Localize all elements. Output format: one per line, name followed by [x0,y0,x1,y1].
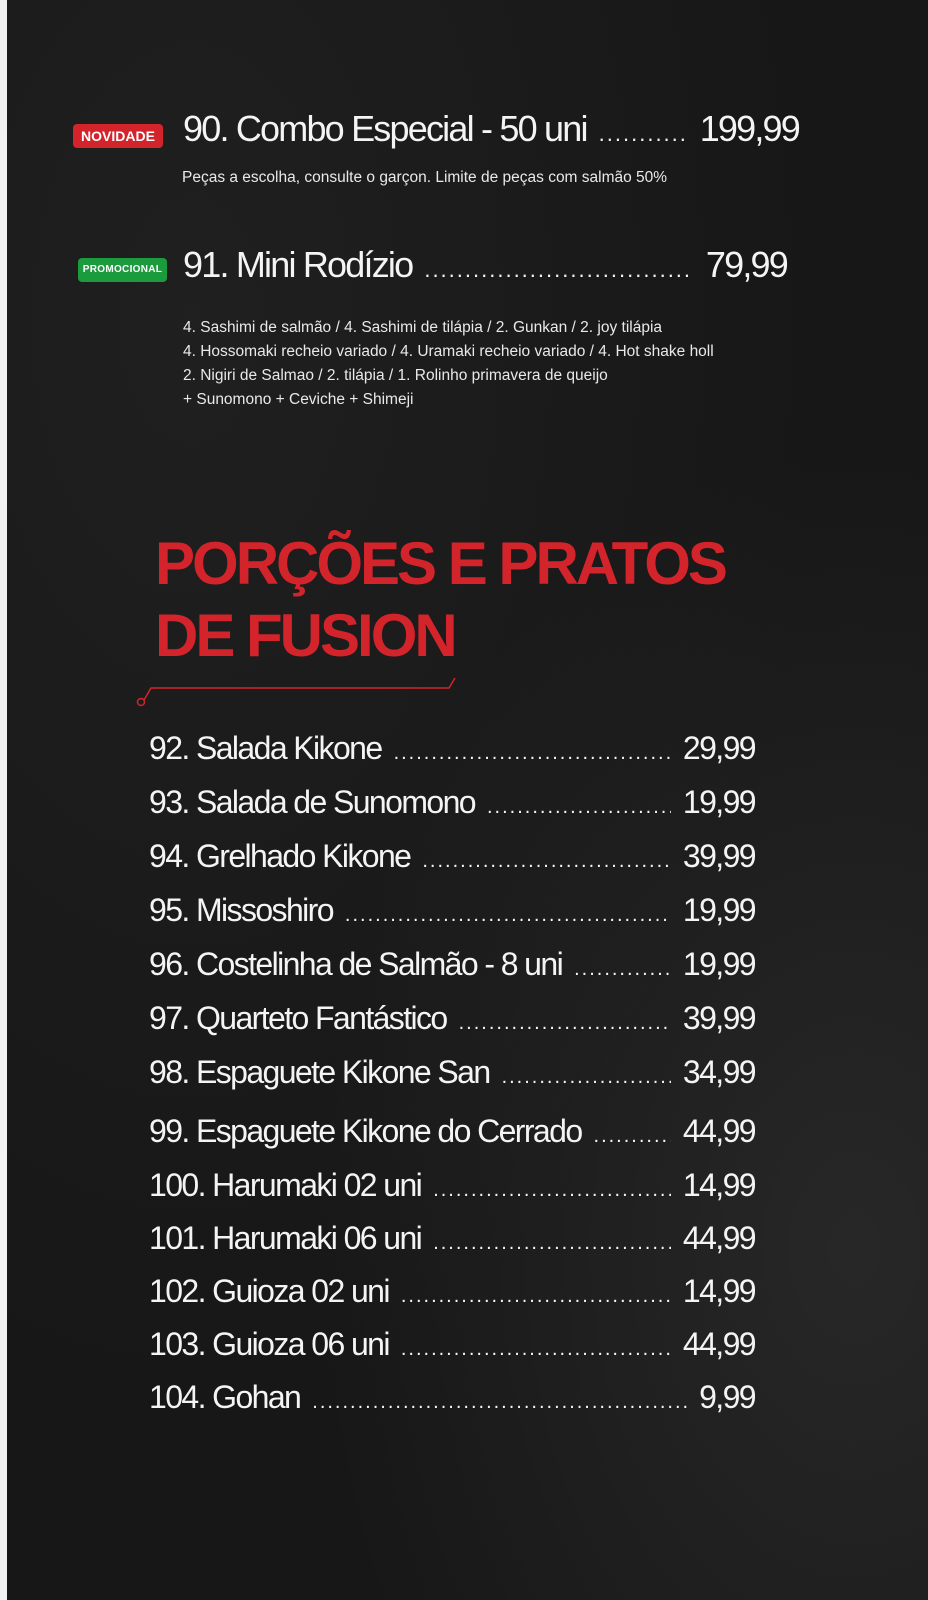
menu-item [149,1326,755,1363]
item-name: 93. Salada de Sunomono [149,784,475,820]
leader-dots [401,1285,671,1308]
item-description-line: + Sunomono + Ceviche + Shimeji [183,391,414,408]
item-name: 97. Quarteto Fantástico [149,1000,447,1036]
item-description-line: 4. Hossomaki recheio variado / 4. Uramaki recheio variado / 4. Hot shake holl [183,343,714,360]
item-price: 39,99 [682,1000,755,1036]
menu-item [149,1273,755,1310]
leader-dots [424,257,694,283]
menu-item [149,1054,755,1091]
leader-dots [594,1125,671,1148]
menu-item [149,1000,755,1037]
item-price: 14,99 [682,1273,755,1309]
item-name: 96. Costelinha de Salmão - 8 uni [149,946,563,982]
menu-item [149,946,755,983]
item-name: 102. Guioza 02 uni [149,1273,389,1309]
item-price: 34,99 [682,1054,755,1090]
item-price: 14,99 [682,1167,755,1203]
item-description: Peças a escolha, consulte o garçon. Limite de peças com salmão 50% [182,169,668,186]
item-price: 79,99 [705,244,787,285]
item-name: 99. Espaguete Kikone do Cerrado [149,1113,582,1149]
leader-dots [433,1232,671,1255]
menu-item [149,1379,755,1416]
item-name: 92. Salada Kikone [149,730,382,766]
leader-dots [312,1391,687,1414]
item-name: 91. Mini Rodízio [183,244,413,285]
leader-dots [422,850,671,873]
item-name: 94. Grelhado Kikone [149,838,411,874]
leader-dots [599,121,688,147]
item-price: 19,99 [682,784,755,820]
menu-item [149,784,755,821]
promocional-badge: PROMOCIONAL [78,258,167,282]
leader-dots [401,1338,671,1361]
item-price: 199,99 [699,108,799,149]
item-name: 95. Missoshiro [149,892,333,928]
item-price: 19,99 [682,892,755,928]
item-name: 103. Guioza 06 uni [149,1326,389,1362]
item-name: 90. Combo Especial - 50 uni [183,108,587,149]
menu-item [149,1113,755,1150]
leader-dots [433,1179,671,1202]
section-title-line2: DE FUSION [155,602,455,669]
novidade-badge: NOVIDADE [73,124,163,148]
item-description-line: 4. Sashimi de salmão / 4. Sashimi de tilápia / 2. Gunkan / 2. joy tilápia [183,319,663,336]
item-name: 100. Harumaki 02 uni [149,1167,422,1203]
item-name: 101. Harumaki 06 uni [149,1220,422,1256]
section-title-line1: PORÇÕES E PRATOS [155,530,725,597]
item-price: 39,99 [682,838,755,874]
item-price: 19,99 [682,946,755,982]
leader-dots [394,742,671,765]
featured-item-combo-especial [183,108,799,150]
item-price: 44,99 [682,1220,755,1256]
leader-dots [574,958,671,981]
item-name: 98. Espaguete Kikone San [149,1054,490,1090]
item-price: 29,99 [682,730,755,766]
menu-item [149,730,755,767]
item-name: 104. Gohan [149,1379,301,1415]
leader-dots [345,904,671,927]
menu-item [149,892,755,929]
leader-dots [459,1012,671,1035]
leader-dots [502,1066,671,1089]
item-price: 44,99 [682,1113,755,1149]
featured-item-mini-rodizio [183,244,787,286]
section-underline-decoration [135,674,475,710]
menu-item [149,1220,755,1257]
item-description-line: 2. Nigiri de Salmao / 2. tilápia / 1. Rolinho primavera de queijo [183,367,608,384]
menu-item [149,838,755,875]
item-price: 44,99 [682,1326,755,1362]
menu-page [7,0,928,1600]
menu-item [149,1167,755,1204]
item-price: 9,99 [699,1379,755,1415]
section-title [155,528,725,672]
leader-dots [487,796,671,819]
